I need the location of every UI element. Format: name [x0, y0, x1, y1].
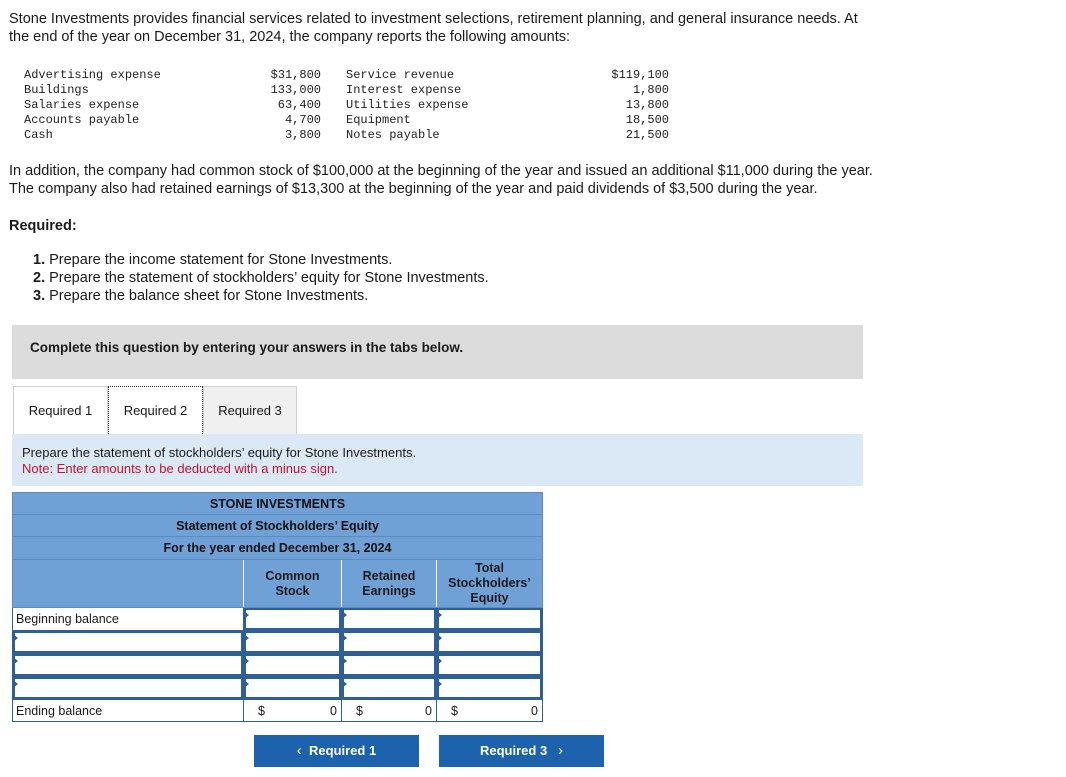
- account-label: Utilities expense: [346, 98, 469, 112]
- ending-total-equity-value: 0: [531, 704, 538, 718]
- additional-line-2: The company also had retained earnings of $13,300 at the beginning of the year and paid dividends of $3,500 during the year.: [9, 181, 818, 197]
- account-label: Salaries expense: [24, 98, 140, 112]
- retained-earnings-input[interactable]: [342, 631, 436, 653]
- input-marker-icon: [13, 634, 18, 642]
- common-stock-input[interactable]: [244, 654, 341, 676]
- input-marker-icon: [342, 634, 347, 642]
- required-item-number: 2.: [33, 270, 46, 286]
- column-header-row: [12, 560, 543, 608]
- account-label: Advertising expense: [24, 68, 161, 82]
- stockholders-equity-statement: [12, 492, 543, 722]
- intro-line-2: the end of the year on December 31, 2024, the company reports the following amounts:: [9, 29, 571, 45]
- account-value: $31,800: [270, 68, 321, 82]
- retained-earnings-input[interactable]: [342, 677, 436, 699]
- input-marker-icon: [437, 657, 442, 665]
- row-label-ending-balance: Ending balance: [13, 700, 244, 721]
- table-row-ending-balance: [12, 700, 543, 722]
- tab-instructions: [12, 434, 863, 486]
- table-row: [12, 654, 543, 677]
- input-marker-icon: [244, 657, 249, 665]
- common-stock-input[interactable]: [244, 631, 341, 653]
- retained-earnings-input[interactable]: [342, 654, 436, 676]
- tab-required-2[interactable]: Required 2: [108, 386, 203, 434]
- input-marker-icon: [342, 680, 347, 688]
- statement-title: Statement of Stockholders’ Equity: [13, 515, 542, 537]
- currency-symbol: $: [356, 704, 363, 718]
- instruction-banner: [12, 325, 863, 379]
- row-label-input[interactable]: [13, 631, 243, 653]
- account-label: Cash: [24, 128, 53, 142]
- required-item: [33, 287, 489, 305]
- required-item-number: 1.: [33, 252, 46, 268]
- row-label-beginning-balance: Beginning balance: [13, 608, 244, 630]
- account-value: 133,000: [270, 83, 321, 97]
- input-marker-icon: [342, 657, 347, 665]
- required-item-text: Prepare the income statement for Stone Investments.: [45, 252, 393, 268]
- input-marker-icon: [244, 634, 249, 642]
- required-item-number: 3.: [33, 288, 46, 304]
- column-header-common-stock: Common Stock: [244, 560, 342, 607]
- row-label-input[interactable]: [13, 654, 243, 676]
- input-marker-icon: [437, 611, 442, 619]
- required-item: [33, 269, 489, 287]
- next-button-label: Required 3: [479, 743, 548, 758]
- account-value: 4,700: [284, 113, 321, 127]
- total-equity-input[interactable]: [437, 631, 542, 653]
- account-label: Accounts payable: [24, 113, 140, 127]
- previous-button-label: Required 1: [309, 743, 377, 758]
- account-label: Service revenue: [346, 68, 455, 82]
- account-value: 13,800: [625, 98, 669, 112]
- column-header-total-equity: Total Stockholders’ Equity: [448, 561, 531, 605]
- beginning-retained-earnings-input[interactable]: [342, 608, 436, 630]
- currency-symbol: $: [451, 704, 458, 718]
- ending-common-stock-value: 0: [330, 704, 337, 718]
- account-label: Buildings: [24, 83, 89, 97]
- common-stock-input[interactable]: [244, 677, 341, 699]
- additional-info: [9, 162, 1019, 198]
- row-label-input[interactable]: [13, 677, 243, 699]
- input-marker-icon: [244, 680, 249, 688]
- previous-required-button[interactable]: [254, 735, 419, 767]
- intro-line-1: Stone Investments provides financial services related to investment selections, retirement planning, and general insurance needs. At: [9, 11, 858, 27]
- required-heading: Required:: [9, 218, 77, 234]
- tab-required-1[interactable]: Required 1: [13, 386, 108, 434]
- chevron-right-icon: ›: [558, 742, 564, 759]
- column-header-retained-earnings: Retained Earnings: [342, 560, 437, 607]
- input-marker-icon: [437, 634, 442, 642]
- total-equity-input[interactable]: [437, 677, 542, 699]
- input-marker-icon: [13, 657, 18, 665]
- instruction-text: Prepare the statement of stockholders’ equity for Stone Investments.: [22, 445, 417, 460]
- input-marker-icon: [342, 611, 347, 619]
- chevron-left-icon: ‹: [296, 742, 302, 759]
- instruction-note: Note: Enter amounts to be deducted with a minus sign.: [22, 461, 338, 476]
- input-marker-icon: [437, 680, 442, 688]
- account-label: Notes payable: [346, 128, 440, 142]
- required-item: [33, 251, 489, 269]
- required-list: [33, 251, 489, 305]
- account-value: 1,800: [632, 83, 669, 97]
- table-row: [12, 631, 543, 654]
- beginning-total-equity-input[interactable]: [437, 608, 542, 630]
- problem-intro: [9, 10, 1009, 46]
- account-value: 3,800: [284, 128, 321, 142]
- company-name: STONE INVESTMENTS: [13, 493, 542, 515]
- ending-retained-earnings-value: 0: [425, 704, 432, 718]
- statement-header: [12, 492, 543, 560]
- account-value: 63,400: [277, 98, 321, 112]
- currency-symbol: $: [258, 704, 265, 718]
- account-label: Equipment: [346, 113, 411, 127]
- table-row: [12, 608, 543, 631]
- next-required-button[interactable]: [439, 735, 604, 767]
- beginning-common-stock-input[interactable]: [244, 608, 341, 630]
- additional-line-1: In addition, the company had common stock of $100,000 at the beginning of the year and issued an additional $11,000 during the year.: [9, 163, 873, 179]
- total-equity-input[interactable]: [437, 654, 542, 676]
- statement-period: For the year ended December 31, 2024: [163, 541, 392, 555]
- tab-required-3[interactable]: Required 3: [203, 386, 297, 434]
- required-item-text: Prepare the statement of stockholders’ equity for Stone Investments.: [45, 270, 489, 286]
- account-label: Interest expense: [346, 83, 462, 97]
- account-value: $119,100: [611, 68, 669, 82]
- required-item-text: Prepare the balance sheet for Stone Investments.: [45, 288, 369, 304]
- table-row: [12, 677, 543, 700]
- banner-text: Complete this question by entering your answers in the tabs below.: [30, 340, 464, 355]
- account-value: 21,500: [625, 128, 669, 142]
- input-marker-icon: [13, 680, 18, 688]
- account-value: 18,500: [625, 113, 669, 127]
- input-marker-icon: [244, 611, 249, 619]
